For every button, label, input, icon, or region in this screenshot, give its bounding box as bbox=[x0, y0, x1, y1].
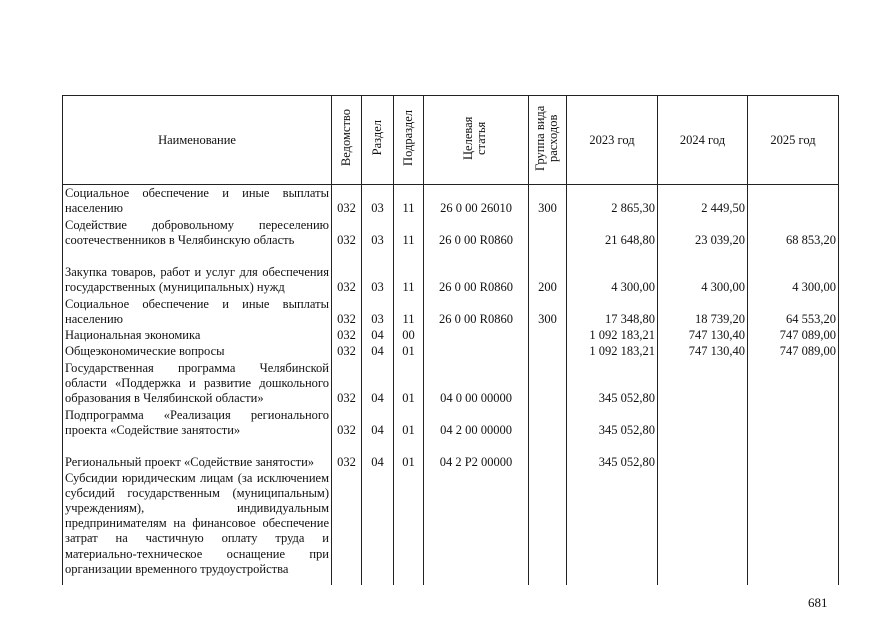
table-row bbox=[63, 249, 839, 296]
row-podrazdel: 11 bbox=[394, 217, 424, 249]
row-2025 bbox=[748, 185, 839, 217]
row-2024: 4 300,00 bbox=[658, 249, 748, 296]
page-number: 681 bbox=[808, 595, 828, 610]
row-razdel: 03 bbox=[362, 217, 394, 249]
col-header-podrazdel: Подраздел bbox=[394, 96, 424, 185]
row-podrazdel: 01 bbox=[394, 439, 424, 471]
row-podrazdel: 01 bbox=[394, 344, 424, 360]
row-vedomstvo: 032 bbox=[332, 344, 362, 360]
row-2023: 345 052,80 bbox=[567, 407, 658, 439]
row-vedomstvo bbox=[332, 471, 362, 586]
row-2024: 747 130,40 bbox=[658, 344, 748, 360]
row-2025: 747 089,00 bbox=[748, 328, 839, 344]
row-podrazdel: 11 bbox=[394, 296, 424, 328]
col-header-vedomstvo: Ведомство bbox=[332, 96, 362, 185]
row-name: Государственная программа Челябинской области «Поддержка и развитие дошкольного образования в Челябинской области» bbox=[63, 360, 332, 407]
row-tselevaya: 04 2 P2 00000 bbox=[424, 439, 529, 471]
row-2023: 345 052,80 bbox=[567, 360, 658, 407]
row-2023: 2 865,30 bbox=[567, 185, 658, 217]
row-podrazdel: 00 bbox=[394, 328, 424, 344]
row-razdel: 03 bbox=[362, 249, 394, 296]
row-2024 bbox=[658, 407, 748, 439]
row-2023: 17 348,80 bbox=[567, 296, 658, 328]
row-razdel bbox=[362, 471, 394, 586]
row-vedomstvo: 032 bbox=[332, 296, 362, 328]
row-name: Национальная экономика bbox=[63, 328, 332, 344]
row-vedomstvo: 032 bbox=[332, 439, 362, 471]
row-gruppa bbox=[529, 439, 567, 471]
row-razdel: 03 bbox=[362, 185, 394, 217]
table-header-row bbox=[63, 96, 839, 185]
row-name: Закупка товаров, работ и услуг для обеспечения государственных (муниципальных) нужд bbox=[63, 249, 332, 296]
col-header-2023: 2023 год bbox=[567, 96, 658, 185]
table-row bbox=[63, 328, 839, 344]
row-2025 bbox=[748, 439, 839, 471]
row-2023: 4 300,00 bbox=[567, 249, 658, 296]
row-gruppa bbox=[529, 344, 567, 360]
row-2025: 4 300,00 bbox=[748, 249, 839, 296]
row-tselevaya bbox=[424, 471, 529, 586]
table-row bbox=[63, 185, 839, 217]
row-name: Социальное обеспечение и иные выплаты населению bbox=[63, 296, 332, 328]
row-podrazdel: 11 bbox=[394, 249, 424, 296]
row-gruppa: 200 bbox=[529, 249, 567, 296]
row-name: Подпрограмма «Реализация регионального проекта «Содействие занятости» bbox=[63, 407, 332, 439]
row-vedomstvo: 032 bbox=[332, 185, 362, 217]
table-row bbox=[63, 407, 839, 439]
row-razdel: 04 bbox=[362, 328, 394, 344]
row-name: Общеэкономические вопросы bbox=[63, 344, 332, 360]
row-2023: 21 648,80 bbox=[567, 217, 658, 249]
row-tselevaya bbox=[424, 328, 529, 344]
row-2025 bbox=[748, 407, 839, 439]
row-2023 bbox=[567, 471, 658, 586]
row-tselevaya: 04 0 00 00000 bbox=[424, 360, 529, 407]
row-gruppa bbox=[529, 407, 567, 439]
row-2023: 345 052,80 bbox=[567, 439, 658, 471]
row-vedomstvo: 032 bbox=[332, 249, 362, 296]
row-name: Субсидии юридическим лицам (за исключением субсидий государственным (муниципальным) учреждениям), индивидуальным предпринимателям на финансовое обеспечение затрат на частичную оплату труда и материально-техническое оснащение при организации временного трудоустройства bbox=[63, 471, 332, 586]
row-podrazdel: 01 bbox=[394, 360, 424, 407]
row-vedomstvo: 032 bbox=[332, 360, 362, 407]
row-name: Социальное обеспечение и иные выплаты населению bbox=[63, 185, 332, 217]
row-gruppa bbox=[529, 471, 567, 586]
col-header-2025: 2025 год bbox=[748, 96, 839, 185]
col-header-razdel: Раздел bbox=[362, 96, 394, 185]
row-gruppa: 300 bbox=[529, 185, 567, 217]
row-2024: 747 130,40 bbox=[658, 328, 748, 344]
row-2024 bbox=[658, 360, 748, 407]
col-header-gruppa: Группа вида расходов bbox=[529, 96, 567, 185]
row-tselevaya bbox=[424, 344, 529, 360]
table-row bbox=[63, 471, 839, 586]
table-row bbox=[63, 296, 839, 328]
row-razdel: 04 bbox=[362, 360, 394, 407]
row-gruppa bbox=[529, 217, 567, 249]
row-razdel: 03 bbox=[362, 296, 394, 328]
row-razdel: 04 bbox=[362, 439, 394, 471]
row-podrazdel: 11 bbox=[394, 185, 424, 217]
table-row bbox=[63, 439, 839, 471]
row-tselevaya: 26 0 00 R0860 bbox=[424, 217, 529, 249]
row-tselevaya: 26 0 00 26010 bbox=[424, 185, 529, 217]
row-2024: 18 739,20 bbox=[658, 296, 748, 328]
budget-table bbox=[62, 95, 839, 585]
table-row bbox=[63, 217, 839, 249]
row-2025 bbox=[748, 471, 839, 586]
row-name: Региональный проект «Содействие занятости» bbox=[63, 439, 332, 471]
row-2023: 1 092 183,21 bbox=[567, 328, 658, 344]
row-razdel: 04 bbox=[362, 407, 394, 439]
col-header-tselevaya: Целевая статья bbox=[424, 96, 529, 185]
row-2024: 2 449,50 bbox=[658, 185, 748, 217]
row-podrazdel bbox=[394, 471, 424, 586]
row-2024 bbox=[658, 439, 748, 471]
row-vedomstvo: 032 bbox=[332, 328, 362, 344]
table-row bbox=[63, 344, 839, 360]
row-2025: 68 853,20 bbox=[748, 217, 839, 249]
row-2024 bbox=[658, 471, 748, 586]
row-2025: 747 089,00 bbox=[748, 344, 839, 360]
row-2025 bbox=[748, 360, 839, 407]
row-tselevaya: 04 2 00 00000 bbox=[424, 407, 529, 439]
row-gruppa bbox=[529, 328, 567, 344]
row-gruppa: 300 bbox=[529, 296, 567, 328]
row-razdel: 04 bbox=[362, 344, 394, 360]
row-gruppa bbox=[529, 360, 567, 407]
row-tselevaya: 26 0 00 R0860 bbox=[424, 296, 529, 328]
col-header-name: Наименование bbox=[63, 96, 332, 185]
row-name: Содействие добровольному переселению соотечественников в Челябинскую область bbox=[63, 217, 332, 249]
row-2024: 23 039,20 bbox=[658, 217, 748, 249]
row-podrazdel: 01 bbox=[394, 407, 424, 439]
table-row bbox=[63, 360, 839, 407]
row-vedomstvo: 032 bbox=[332, 407, 362, 439]
row-vedomstvo: 032 bbox=[332, 217, 362, 249]
row-2025: 64 553,20 bbox=[748, 296, 839, 328]
col-header-2024: 2024 год bbox=[658, 96, 748, 185]
row-tselevaya: 26 0 00 R0860 bbox=[424, 249, 529, 296]
row-2023: 1 092 183,21 bbox=[567, 344, 658, 360]
